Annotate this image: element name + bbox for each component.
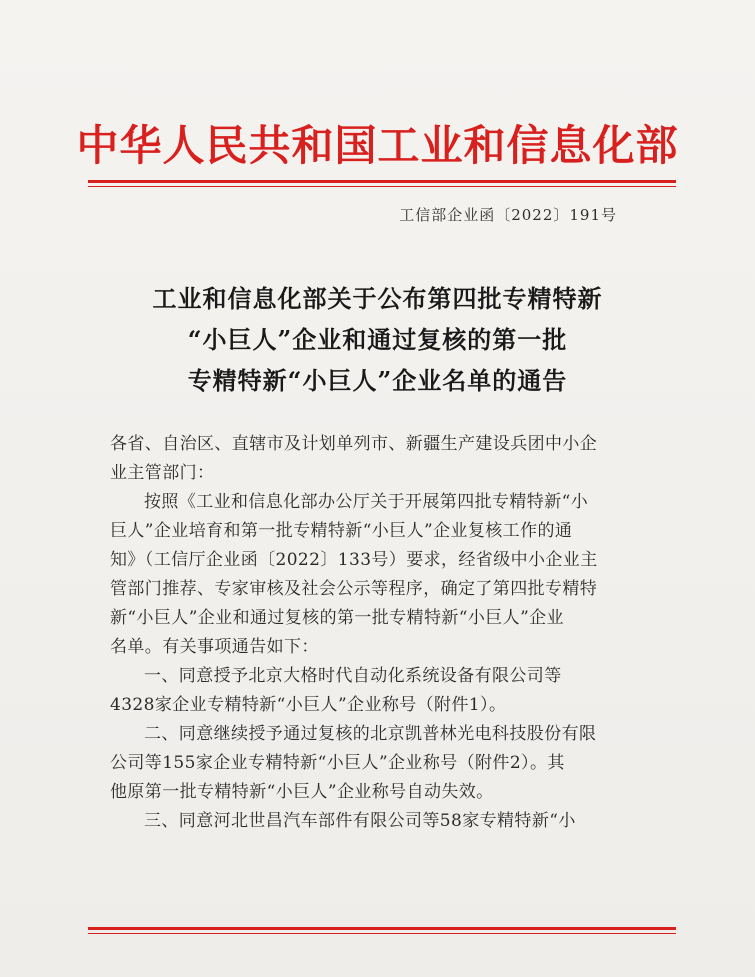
masthead-title: 中华人民共和国工业和信息化部 bbox=[76, 121, 679, 170]
notice-body bbox=[110, 430, 635, 836]
item-line: 二、同意继续授予通过复核的北京凯普林光电科技股份有限 bbox=[144, 724, 597, 744]
item-line: 4328家企业专精特新“小巨人”企业称号（附件1）。 bbox=[110, 695, 507, 715]
title-line: 工业和信息化部关于公布第四批专精特新 bbox=[152, 284, 603, 313]
footer-rule-thin bbox=[88, 933, 676, 934]
paragraph-line: 知》（工信厅企业函〔2022〕133号）要求，经省级中小企业主 bbox=[110, 550, 598, 570]
item-line: 三、同意河北世昌汽车部件有限公司等58家专精特新“小 bbox=[144, 811, 576, 831]
masthead-rule-thin bbox=[88, 186, 676, 187]
paragraph-line: 管部门推荐、专家审核及社会公示等程序，确定了第四批专精特 bbox=[110, 579, 598, 599]
paragraph-line: 名单。有关事项通告如下： bbox=[110, 637, 319, 657]
item-line: 公司等155家企业专精特新“小巨人”企业称号（附件2）。其 bbox=[110, 753, 565, 773]
title-line: 专精特新“小巨人”企业名单的通告 bbox=[187, 366, 568, 395]
item-line: 他原第一批专精特新“小巨人”企业称号自动失效。 bbox=[110, 782, 494, 802]
item-line: 一、同意授予北京大格时代自动化系统设备有限公司等 bbox=[144, 666, 562, 686]
paragraph-line: 按照《工业和信息化部办公厅关于开展第四批专精特新“小 bbox=[144, 492, 589, 512]
paragraph-line: 巨人”企业培育和第一批专精特新“小巨人”企业复核工作的通 bbox=[110, 521, 573, 541]
masthead-rule-thick bbox=[88, 180, 676, 183]
notice-title bbox=[0, 278, 755, 401]
title-line: “小巨人”企业和通过复核的第一批 bbox=[187, 325, 568, 354]
paragraph-line: 新“小巨人”企业和通过复核的第一批专精特新“小巨人”企业 bbox=[110, 608, 564, 628]
addressee-line: 业主管部门： bbox=[110, 463, 215, 483]
addressee-line: 各省、自治区、直辖市及计划单列市、新疆生产建设兵团中小企 bbox=[110, 434, 598, 454]
footer-rule-thick bbox=[88, 927, 676, 930]
document-number: 工信部企业函〔2022〕191号 bbox=[399, 206, 617, 224]
